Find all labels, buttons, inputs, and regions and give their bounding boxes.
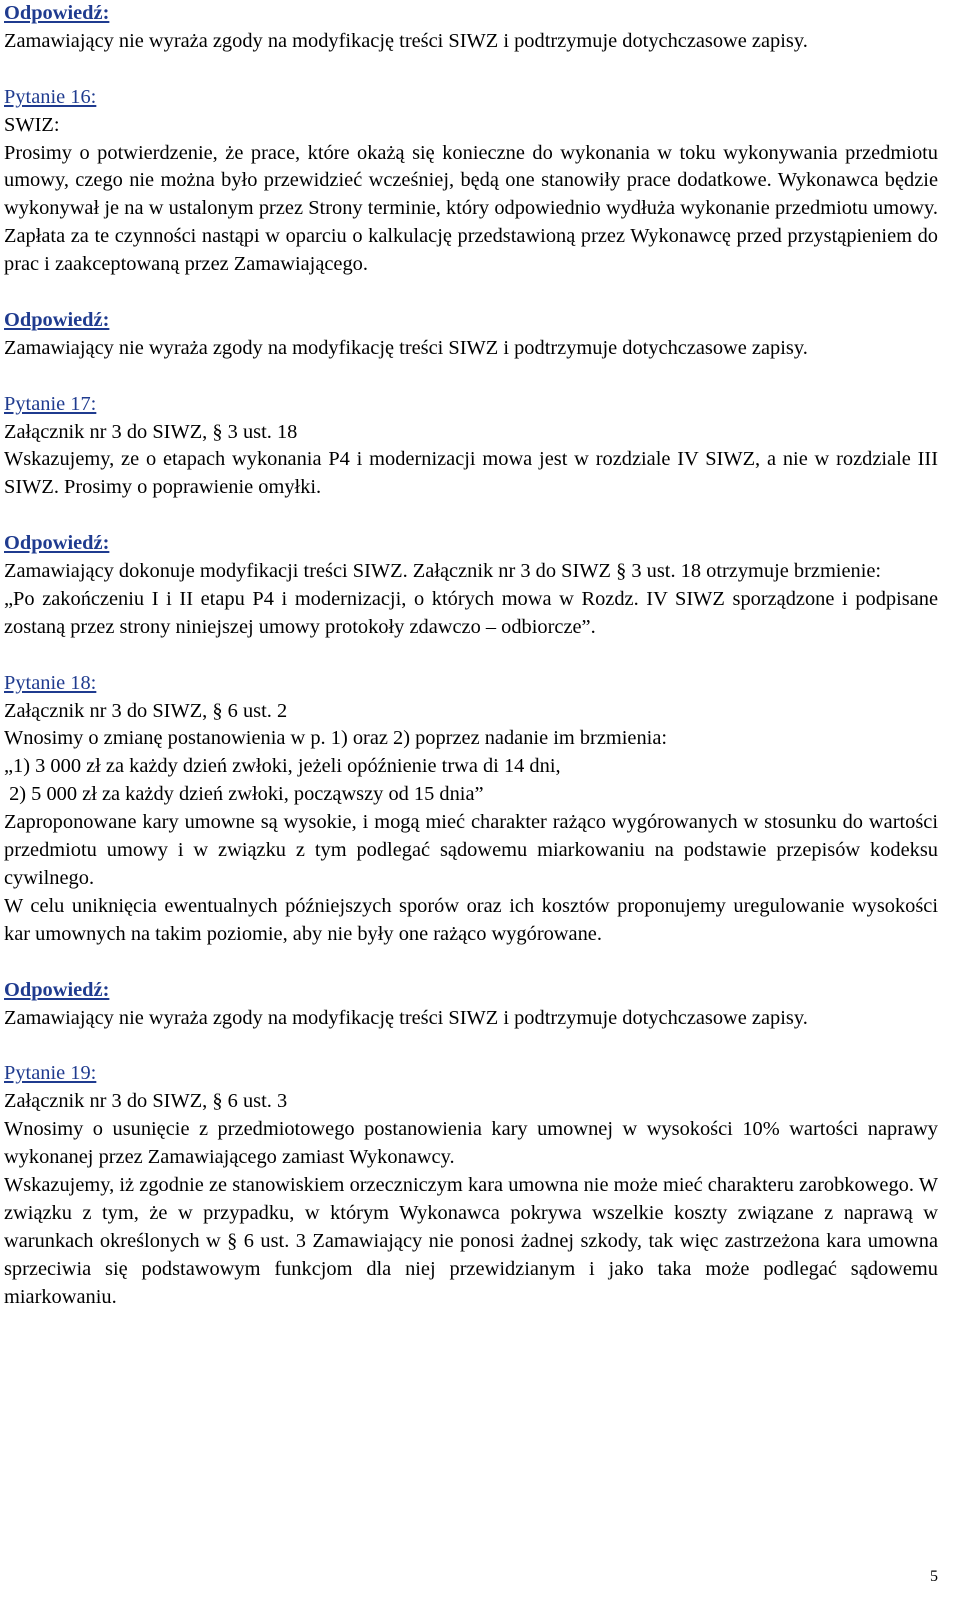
document-page: [4, 0, 938, 1311]
question-18: [4, 670, 938, 949]
answer-text: Zamawiający nie wyraża zgody na modyfikację treści SIWZ i podtrzymuje dotychczasowe zapisy.: [4, 336, 808, 359]
answer-text: Zamawiający dokonuje modyfikacji treści SIWZ. Załącznik nr 3 do SIWZ § 3 ust. 18 otrzymuje brzmienie:: [4, 560, 882, 583]
question-intro: Wnosimy o zmianę postanowienia w p. 1) oraz 2) poprzez nadanie im brzmienia:: [4, 727, 668, 750]
question-reference: Załącznik nr 3 do SIWZ, § 6 ust. 2: [4, 699, 288, 722]
answer-quote: „Po zakończeniu I i II etapu P4 i modernizacji, o których mowa w Rozdz. IV SIWZ sporządzone i podpisane zostaną przez strony niniejszej umowy protokoły zdawczo – odbiorcze”.: [4, 587, 938, 638]
question-reference: SWIZ:: [4, 113, 60, 136]
answer-text: Zamawiający nie wyraża zgody na modyfikację treści SIWZ i podtrzymuje dotychczasowe zapisy.: [4, 1006, 808, 1029]
proposed-item-2: 2) 5 000 zł za każdy dzień zwłoki, począwszy od 15 dnia”: [4, 783, 484, 806]
answer-text: Zamawiający nie wyraża zgody na modyfikację treści SIWZ i podtrzymuje dotychczasowe zapisy.: [4, 29, 808, 52]
question-heading: Pytanie 16:: [4, 85, 97, 108]
answer-block: [4, 0, 938, 56]
question-16: [4, 84, 938, 279]
proposed-item-1: „1) 3 000 zł za każdy dzień zwłoki, jeżeli opóźnienie trwa di 14 dni,: [4, 755, 561, 778]
question-paragraph: Wnosimy o usunięcie z przedmiotowego postanowienia kary umownej w wysokości 10% wartości naprawy wykonanej przez Zamawiającego zamiast Wykonawcy.: [4, 1118, 938, 1169]
question-paragraph: W celu uniknięcia ewentualnych późniejszych sporów oraz ich kosztów proponujemy uregulowanie wysokości kar umownych na takim poziomie, aby nie były one rażąco wygórowane.: [4, 894, 938, 945]
question-reference: Załącznik nr 3 do SIWZ, § 3 ust. 18: [4, 420, 298, 443]
question-heading: Pytanie 18:: [4, 671, 97, 694]
answer-16: [4, 307, 938, 363]
question-paragraph: Wskazujemy, iż zgodnie ze stanowiskiem orzeczniczym kara umowna nie może mieć charakteru zarobkowego. W związku z tym, że w przypadku, w którym Wykonawca pokrywa wszelkie koszty związane z naprawą w warunkach określonych w § 6 ust. 3 Zamawiający nie ponosi żadnej szkody, tak więc zastrzeżona kara umowna sprzeciwia się podstawowym funkcjom dla niej przewidzianym i jako taka może podlegać sądowemu miarkowaniu.: [4, 1173, 938, 1308]
question-text: Wskazujemy, ze o etapach wykonania P4 i modernizacji mowa jest w rozdziale IV SIWZ, a nie w rozdziale III SIWZ. Prosimy o poprawienie omyłki.: [4, 448, 938, 499]
question-heading: Pytanie 19:: [4, 1062, 97, 1085]
question-19: [4, 1060, 938, 1311]
answer-heading: Odpowiedź:: [4, 978, 110, 1001]
answer-heading: Odpowiedź:: [4, 2, 110, 24]
answer-heading: Odpowiedź:: [4, 532, 110, 555]
answer-heading: Odpowiedź:: [4, 308, 110, 331]
question-text: Prosimy o potwierdzenie, że prace, które okażą się konieczne do wykonania w toku wykonywania przedmiotu umowy, czego nie można było przewidzieć wcześniej, będą one stanowiły prace dodatkowe. Wykonawca będzie wykonywał je na w ustalonym przez Strony terminie, który odpowiednio wydłuża wykonanie przedmiotu umowy. Zapłata za te czynności nastąpi w oparciu o kalkulację przedstawioną przez Wykonawcę przed przystąpieniem do prac i zaakceptowaną przez Zamawiającego.: [4, 141, 938, 276]
question-17: [4, 391, 938, 503]
question-paragraph: Zaproponowane kary umowne są wysokie, i mogą mieć charakter rażąco wygórowanych w stosunku do wartości przedmiotu umowy i w związku z tym podlegać sądowemu miarkowaniu na podstawie przepisów kodeksu cywilnego.: [4, 811, 938, 890]
question-heading: Pytanie 17:: [4, 392, 97, 415]
question-reference: Załącznik nr 3 do SIWZ, § 6 ust. 3: [4, 1090, 288, 1113]
page-number: 5: [930, 1568, 938, 1585]
answer-17: [4, 530, 938, 642]
answer-18: [4, 977, 938, 1033]
